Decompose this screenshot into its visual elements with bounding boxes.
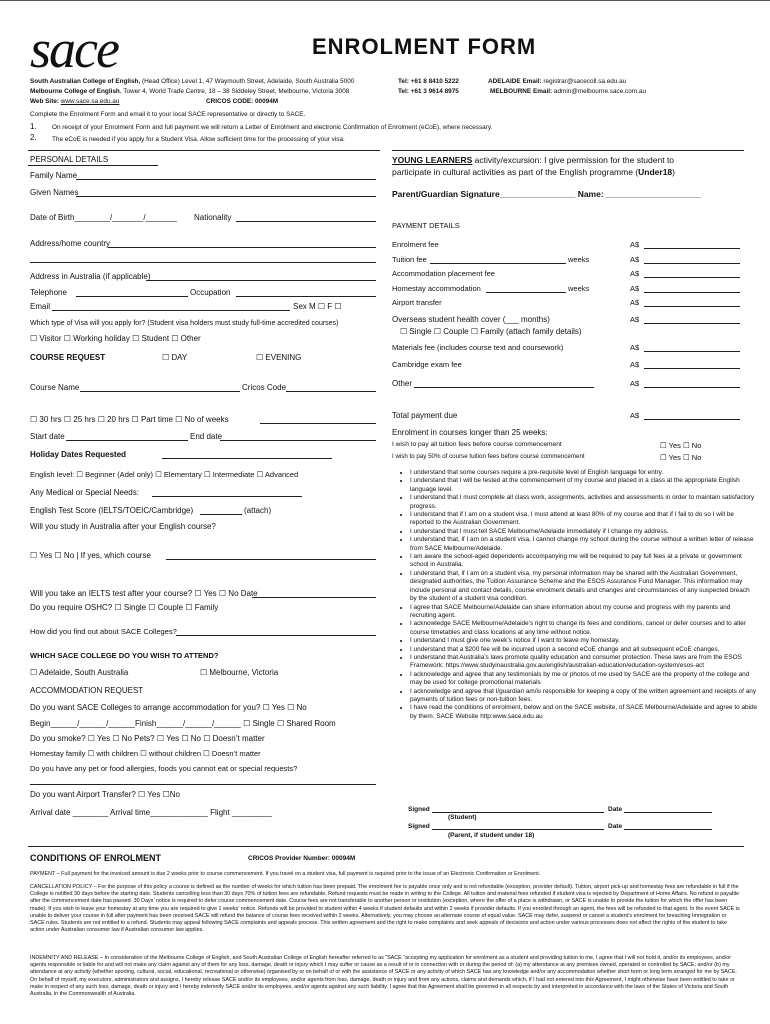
note-2: The eCoE is needed if you apply for a Student Visa. Allow sufficient time for the processing of your visa. — [52, 136, 345, 143]
list-item: • I understand that I must complete all class work, assignments, activities and assessments in order to maintain satisfactory progress. — [410, 494, 758, 511]
arrival-details[interactable]: Arrival date ________ Arrival time_____________ Flight _________ — [30, 808, 272, 817]
holiday-dates-field[interactable] — [162, 458, 332, 459]
parent-date-label: Date — [608, 823, 623, 830]
parent-date-field[interactable] — [624, 829, 712, 830]
payment-heading: PAYMENT DETAILS — [392, 221, 460, 230]
parent-signed-label: Signed — [408, 823, 430, 830]
payment-homestay-label: Homestay accommodation — [392, 284, 481, 293]
payment-other-amount: A$ — [630, 379, 640, 388]
pay-half-options[interactable]: ☐ Yes ☐ No — [660, 453, 702, 462]
medical-label: Any Medical or Special Needs: — [30, 488, 139, 497]
list-item: • I understand that some courses require a pre-requisite level of English language for entry. — [410, 469, 758, 477]
allergies-question: Do you have any pet or food allergies, foods you cannot eat or special requests? — [30, 764, 298, 773]
payment-cambridge-label: Cambridge exam fee — [392, 360, 462, 369]
payment-other-desc-field[interactable] — [414, 387, 594, 388]
address-au-field[interactable] — [146, 280, 376, 281]
telephone-field[interactable] — [76, 296, 188, 297]
personal-heading-underline — [28, 165, 158, 166]
list-item: • I understand that if I am on a student visa, I must attend at least 80% of my course and that if I fail to do so I will be reported to the Australian Government. — [410, 511, 758, 528]
adelaide-checkbox[interactable]: ☐ Adelaide, South Australia — [30, 668, 129, 677]
email-field[interactable] — [52, 310, 290, 311]
conditions-heading: CONDITIONS OF ENROLMENT — [30, 853, 161, 863]
payment-total-field[interactable] — [644, 419, 740, 420]
family-name-field[interactable] — [76, 179, 376, 180]
melbourne-checkbox[interactable]: ☐ Melbourne, Victoria — [200, 668, 279, 677]
allergies-field[interactable] — [30, 784, 376, 785]
occupation-field[interactable] — [236, 296, 376, 297]
list-item: • I understand that a $200 fee will be incurred upon a second eCoE change and all subsequent eCoE changes. — [410, 646, 758, 654]
payment-total-amount: A$ — [630, 411, 640, 420]
young-learners-line-1: YOUNG LEARNERS activity/excursion: I give permission for the student to — [392, 155, 675, 165]
oshc-question[interactable]: Do you require OSHC? ☐ Single ☐ Couple ☐ Family — [30, 603, 219, 612]
end-date-field[interactable] — [220, 440, 376, 441]
acknowledgements-list — [398, 469, 758, 721]
student-signature-field[interactable] — [432, 812, 604, 813]
payment-accom-amount: A$ — [630, 269, 640, 278]
melbourne-email: MELBOURNE Email: admin@melbourne.sace.com.au — [490, 88, 647, 95]
payment-airport-field[interactable] — [644, 306, 740, 307]
accommodation-dates[interactable]: Begin______/______/______Finish______/______/______ ☐ Single ☐ Shared Room — [30, 719, 336, 728]
hours-options[interactable]: ☐ 30 hrs ☐ 25 hrs ☐ 20 hrs ☐ Part time ☐ No of weeks — [30, 415, 229, 424]
long-courses-label: Enrolment in courses longer than 25 weeks: — [392, 428, 548, 437]
nationality-field[interactable] — [236, 221, 376, 222]
adelaide-address: South Australian College of English, (Head Office) Level 1, 47 Waymouth Street, Adelaide, South Australia 5000 — [30, 78, 355, 85]
accommodation-question[interactable]: Do you want SACE Colleges to arrange accommodation for you? ☐ Yes ☐ No — [30, 703, 307, 712]
payment-homestay-field[interactable] — [644, 292, 740, 293]
payment-airport-label: Airport transfer — [392, 298, 442, 307]
cricos-code: CRICOS CODE: 00094M — [206, 98, 279, 105]
list-item: • I have read the conditions of enrolment, below and on the SACE website, of SACE Melbourne/Adelaide and agree to abide by them. SACE Website http:www.sace.edu.au — [410, 704, 758, 721]
start-date-field[interactable] — [66, 440, 188, 441]
payment-tuition-weeks-field[interactable] — [430, 263, 566, 264]
young-learners-line-2: participate in cultural activities as part of the English programme (Under18) — [392, 167, 675, 177]
attach-label: (attach) — [244, 506, 272, 515]
homestay-family-options[interactable]: Homestay family ☐ with children ☐ without children ☐ Doesn’t matter — [30, 749, 261, 758]
email-label: Email — [30, 302, 51, 311]
test-score-field[interactable] — [200, 514, 242, 515]
student-caption: (Student) — [448, 814, 477, 821]
payment-tuition-label: Tuition fee — [392, 255, 427, 264]
page-title: ENROLMENT FORM — [312, 34, 537, 59]
pay-half-label: I wish to pay 50% of course tuition fees before course commencement — [392, 453, 585, 460]
nationality-label: Nationality — [194, 213, 232, 222]
note-1: On receipt of your Enrolment Form and full payment we will return a Letter of Enrolment and electronic Confirmation of Enrolment (eCoE), where necessary. — [52, 124, 493, 131]
payment-airport-amount: A$ — [630, 298, 640, 307]
weeks-field[interactable] — [260, 423, 376, 424]
ielts-date-field[interactable] — [252, 597, 376, 598]
student-date-field[interactable] — [624, 812, 712, 813]
parent-signature-field[interactable] — [432, 829, 604, 830]
payment-accom-field[interactable] — [644, 277, 740, 278]
payment-other-field[interactable] — [644, 387, 740, 388]
list-item: • I understand that, if I am on a student visa, my personal information may be shared with the Australian Government, designated authorities, the Tuition Assurance Scheme and the ESOS Assurance Fund Manager. This information may include personal and contact details, course enrolment details and changes and circumstances of any suspected breach by the student of a student visa condition. — [410, 570, 758, 604]
airport-transfer-question[interactable]: Do you want Airport Transfer? ☐ Yes ☐No — [30, 790, 180, 799]
instructions: Complete the Enrolment Form and email it to your local SACE representative or directly to SACE. — [30, 111, 306, 118]
ielts-question[interactable]: Will you take an IELTS test after your course? ☐ Yes ☐ No Date — [30, 589, 258, 598]
day-checkbox[interactable]: ☐ DAY — [162, 353, 188, 362]
date-of-birth-field[interactable]: Date of Birth________/_______/_______ — [30, 213, 177, 222]
payment-cambridge-field[interactable] — [644, 368, 740, 369]
website-link[interactable]: www.sace.sa.edu.au — [60, 98, 120, 105]
address-field[interactable] — [108, 247, 376, 248]
list-item: • I acknowledge and agree that I/guardian am/is responsible for keeping a copy of the written agreement and receipts of any payments of tuition fees or non-tuition fees. — [410, 688, 758, 705]
evening-checkbox[interactable]: ☐ EVENING — [256, 353, 302, 362]
which-course-field[interactable] — [166, 559, 376, 560]
smoke-pets-question[interactable]: Do you smoke? ☐ Yes ☐ No Pets? ☐ Yes ☐ No ☐ Doesn’t matter — [30, 734, 265, 743]
list-item: • I understand I must give one week’s notice if I want to leave my homestay. — [410, 637, 758, 645]
list-item: • I understand that I must tell SACE Melbourne/Adelaide immediately if I change my address. — [410, 528, 758, 536]
test-score-label: English Test Score (IELTS/TOEIC/Cambridge) — [30, 506, 194, 515]
list-item: • I am aware the school-aged dependents accompanying me will be required to pay full fees at a private or government school in Australia. — [410, 553, 758, 570]
adelaide-tel: Tel: +61 8 8410 5222 — [398, 78, 459, 85]
address-field-2[interactable] — [30, 262, 376, 263]
payment-materials-field[interactable] — [644, 351, 740, 352]
course-name-field[interactable] — [80, 391, 240, 392]
note-number-1: 1. — [30, 122, 37, 131]
end-date-label: End date — [190, 432, 223, 441]
address-label: Address/home country — [30, 239, 111, 248]
list-item: • I acknowledge and agree that any testimonials by me or photos of me used by SACE are the property of the college and may be used for college promotional materials — [410, 671, 758, 688]
visa-question: Which type of Visa will you apply for? (Student visa holders must study full-time accredited courses) — [30, 320, 339, 327]
find-out-question: How did you find out about SACE Colleges? — [30, 627, 177, 636]
payment-oshc-label: Overseas student health cover (___ months) — [392, 315, 550, 324]
conditions-indemnity: INDEMNITY AND RELEASE – In consideration of the Melbourne College of English, and South Australian College of English hereafter referred to as “SACE “accepting my application for enrolment as a student and providing tuition to me, I agree that I will not hold it, and/or its employees, and/or agents responsible or liable for and will not make any claim against any of them for any loss, damage, death or injury which I may suffer or cause as a result of or in connection with or during the period of: (a) my attendance at any premises owned, operated or controlled by SACE; and/or (b) my attendance at any activity (whether sporting, cultural, social, educational, recreational or otherwise) organised by or on behalf of or with the assistance of SACE or any activity of which SACE has any knowledge and/or any accommodation whether short term or long term arranged for me by SACE. On behalf of myself, my executors, administrators and assigns, I hereby release SACE and/or its employees, and/or agents from loss, damage, death or injury and from any actions, claims and demands which, if I had not entered into this Agreement, I might otherwise have been entitled to take or make in respect of any such loss, damage, death or injury and I hereby indemnify SACE and/or its employees, and/or agents against any such liability. I agree that this Agreement shall be governed in all respects by and interpreted in accordance with the laws of the States of Victoria and South Australia, in the Commonwealth of Australia. — [30, 955, 737, 998]
payment-tuition-weeks: weeks — [568, 255, 590, 264]
payment-oshc-options[interactable]: ☐ Single ☐ Couple ☐ Family (attach family details) — [400, 327, 582, 336]
payment-oshc-field[interactable] — [644, 323, 740, 324]
payment-homestay-weeks: weeks — [568, 284, 590, 293]
payment-homestay-weeks-field[interactable] — [486, 292, 566, 293]
visa-options[interactable]: ☐ Visitor ☐ Working holiday ☐ Student ☐ Other — [30, 334, 201, 343]
holiday-dates-label: Holiday Dates Requested — [30, 450, 127, 459]
conditions-cricos: CRICOS Provider Number: 00094M — [248, 855, 356, 862]
list-item: • I acknowledge SACE Melbourne/Adelaide’s right to change its fees and conditions, cancel or defer courses and to alter course timetables and class locations at any time without notice. — [410, 620, 758, 637]
find-out-field[interactable] — [176, 635, 376, 636]
payment-enrolment-label: Enrolment fee — [392, 240, 439, 249]
conditions-payment: PAYMENT – Full payment for the invoiced amount is due 2 weeks prior to course commencement. If you travel on a student visa, full payment is required prior to the issue of an Electronic Confirmation or Enrolment. — [30, 871, 541, 877]
telephone-label: Telephone — [30, 288, 67, 297]
conditions-divider — [28, 846, 744, 847]
sex-checkboxes[interactable]: Sex M ☐ F ☐ — [293, 302, 342, 311]
payment-enrolment-field[interactable] — [644, 248, 740, 249]
sace-logo: sace — [30, 19, 118, 79]
study-after-options[interactable]: ☐ Yes ☐ No | If yes, which course — [30, 551, 151, 560]
payment-homestay-amount: A$ — [630, 284, 640, 293]
list-item: • I understand that Australia’s laws promote quality education and consumer protection. These laws are from the ESOS Framework: https://www.studyinaustralia.gov.au/english/australian-education/education-system/esos-act — [410, 654, 758, 671]
course-request-heading: COURSE REQUEST — [30, 353, 106, 362]
payment-cambridge-amount: A$ — [630, 360, 640, 369]
melbourne-address: Melbourne College of English, Tower 4, World Trade Centre, 18 – 38 Siddeley Street, Melbourne, Victoria 3008 — [30, 88, 350, 95]
study-after-question: Will you study in Australia after your English course? — [30, 522, 216, 531]
adelaide-email: ADELAIDE Email: registrar@sacecoll.sa.edu.au — [488, 78, 627, 85]
medical-field[interactable] — [152, 496, 302, 497]
given-names-field[interactable] — [76, 196, 376, 197]
list-item: • I understand that, if I am on a student visa, I cannot change my school during the course without a written letter of release from SACE Melbourne/Adelaide. — [410, 536, 758, 553]
payment-other-label: Other — [392, 379, 413, 388]
payment-materials-amount: A$ — [630, 343, 640, 352]
given-names-label: Given Names — [30, 188, 79, 197]
payment-total-label: Total payment due — [392, 411, 458, 420]
list-item: • I understand that I will be tested at the commencement of my course and placed in a class at the appropriate English language level. — [410, 477, 758, 494]
top-border — [0, 0, 770, 1]
which-college-heading: WHICH SACE COLLEGE DO YOU WISH TO ATTEND? — [30, 651, 219, 660]
note-number-2: 2. — [30, 133, 37, 142]
occupation-label: Occupation — [190, 288, 231, 297]
personal-heading: PERSONAL DETAILS — [30, 155, 109, 164]
parent-caption: (Parent, if student under 18) — [448, 832, 535, 839]
student-signed-label: Signed — [408, 806, 430, 813]
payment-tuition-amount: A$ — [630, 255, 640, 264]
pay-all-options[interactable]: ☐ Yes ☐ No — [660, 441, 702, 450]
accommodation-heading: ACCOMMODATION REQUEST — [30, 686, 144, 695]
payment-tuition-field[interactable] — [644, 263, 740, 264]
payment-materials-label: Materials fee (includes course text and coursework) — [392, 343, 564, 352]
divider-right — [392, 150, 744, 151]
start-date-label: Start date — [30, 432, 65, 441]
list-item: • I agree that SACE Melbourne/Adelaide can share information about my course and progress with my parents and recruiting agent. — [410, 604, 758, 621]
course-name-label: Course Name — [30, 383, 80, 392]
conditions-cancellation: CANCELLATION POLICY – For the purpose of this policy a course is defined as the number of weeks for which tuition has been prepaid. The enrolment fee is payable once only and is not refundable (exception, provider default). Tuition, airport pick-up and homestay fees are refundable in full if the College is notified 30 days before the starting date. Students cancelling less than 30 days 70% of tuition fees are refundable. Refund requests must be made in writing to the College. All tuition and material fees refunded if student visa is rejected by Department of Home Affairs. No refund is payable after the commencement date has passed. 30 Days’ notice is required to defer course commencement date. Course fees are not transferable to another person or institution (exception, where the offer of a place is withdrawn, or SACE is unable to provide the tuition for which the offer has been made). If you wish to leave your homestay at any time you are required to give 1 weeks’ notice. Refunds will be provided to student within 4 weeks if student defaults and within 2 weeks if provider defaults. If you enrolled through an agent, the fees will be refunded to that agent. In the event SACE is unable to deliver your course in full after payment has been received SACE will refund the balance of course fees received within 2 weeks. Alternatively, you may choose an alternate course of equal value. SACE may defer, suspend or cancel a student’s enrolment for breaching Immigration or SACE rules. Students are not entitled to a refund. Students may appeal following SACE complaints and appeals process. This written agreement and the right to make complaints and seek appeals of decisions and action under various processes does not affect the rights of the student to take action under Australian consumer law if Australian consumer law applies. — [30, 884, 740, 934]
address-au-label: Address in Australia (if applicable) — [30, 272, 151, 281]
melbourne-tel: Tel: +61 3 9614 8975 — [398, 88, 459, 95]
english-level-options[interactable]: English level: ☐ Beginner (Adel only) ☐ Elementary ☐ Intermediate ☐ Advanced — [30, 470, 299, 479]
guardian-signature[interactable]: Parent/Guardian Signature________________ Name: ____________________ — [392, 189, 701, 199]
cricos-code-label: Cricos Code — [242, 383, 287, 392]
divider-left — [28, 150, 380, 151]
payment-enrolment-amount: A$ — [630, 240, 640, 249]
family-name-label: Family Name — [30, 171, 78, 180]
payment-oshc-amount: A$ — [630, 315, 640, 324]
pay-all-label: I wish to pay all tuition fees before course commencement — [392, 441, 562, 448]
payment-accom-label: Accommodation placement fee — [392, 269, 495, 278]
website: Web Site: www.sace.sa.edu.au — [30, 98, 120, 105]
cricos-code-field[interactable] — [286, 391, 376, 392]
student-date-label: Date — [608, 806, 623, 813]
